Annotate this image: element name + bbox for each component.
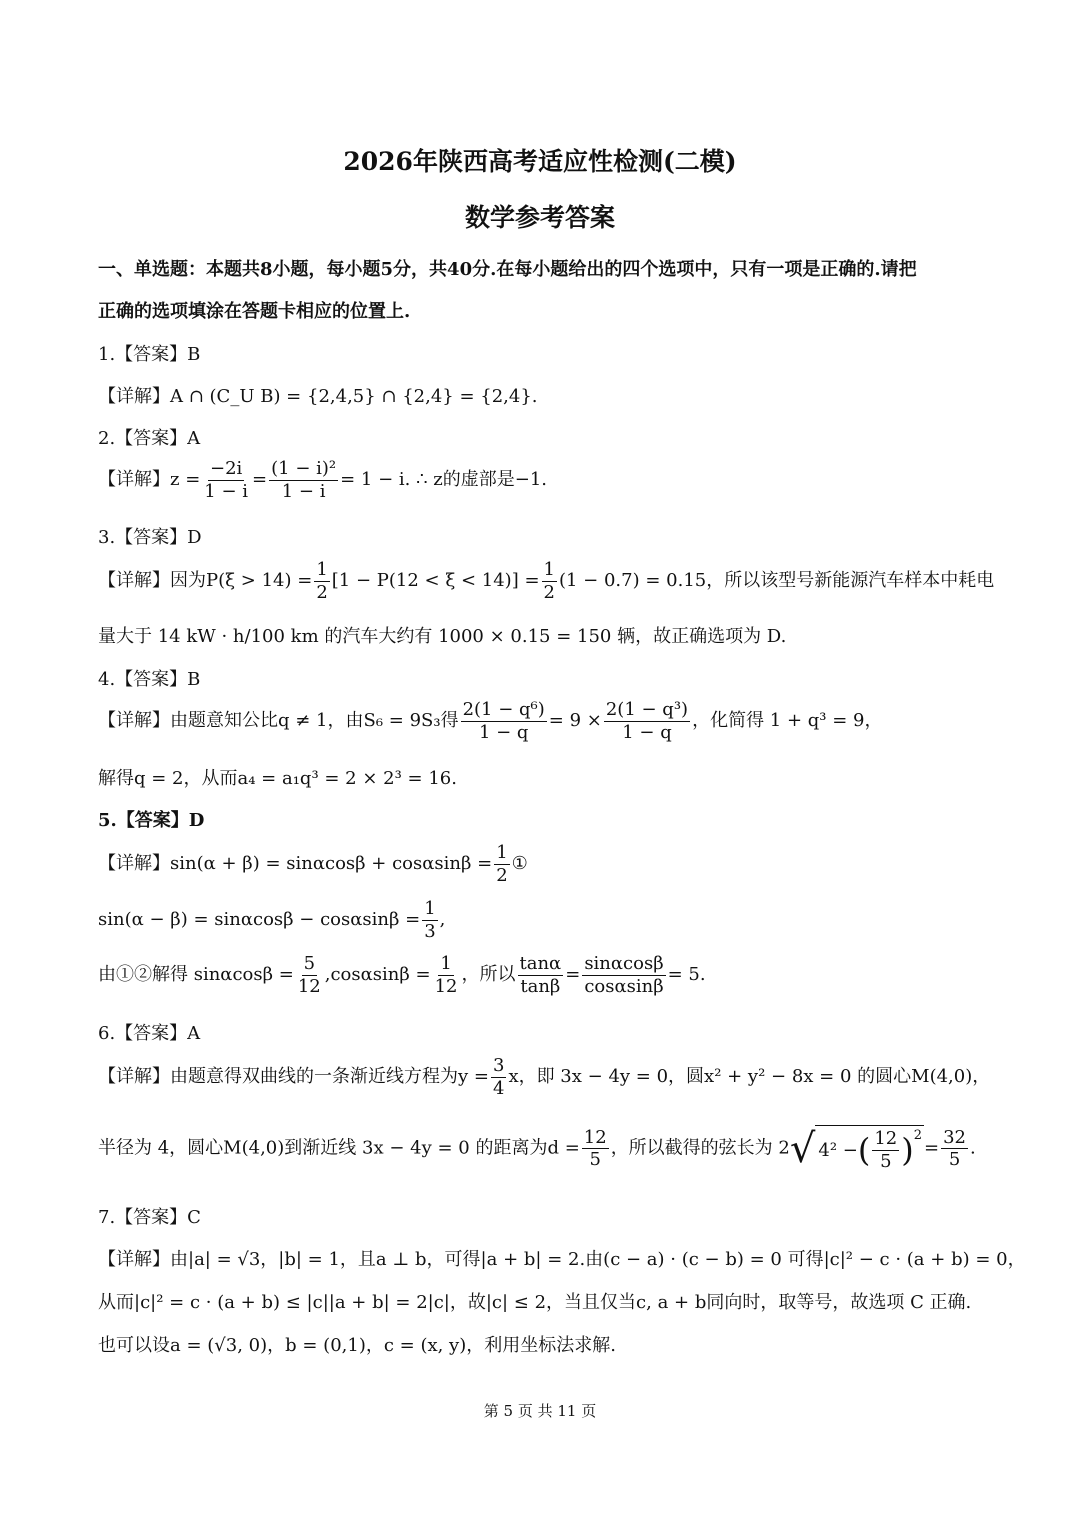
q6-answer: 6.【答案】A (98, 1023, 201, 1044)
q5-fraction-4 (433, 953, 460, 997)
q5-f1-den: 2 (496, 864, 508, 886)
q5-fraction-2 (422, 898, 437, 942)
detail-label: 【详解】 (98, 710, 170, 732)
q3-detail-cont: 量大于 14 kW · h/100 km 的汽车大约有 1000 × 0.15 = 150 辆，故正确选项为 D. (98, 626, 787, 647)
q5-l3-b: ,cosαsinβ = (324, 964, 431, 986)
q5-line2 (98, 898, 445, 942)
q6-f3-den: 5 (948, 1149, 961, 1171)
q3-half-2 (542, 559, 557, 603)
q4-answer: 4.【答案】B (98, 669, 201, 690)
q6-line2 (98, 1125, 976, 1172)
q2-detail (98, 458, 547, 502)
q6-l2-c: = (924, 1137, 940, 1159)
q5-line3 (98, 953, 706, 997)
q4-f2-num: 2(1 − q³) (605, 699, 689, 720)
q4-f2-den: 1 − q (622, 721, 672, 743)
q6-l2-a: 半径为 4，圆心M(4,0)到渐近线 3x − 4y = 0 的距离为d = (98, 1137, 580, 1159)
detail-label: 【详解】 (98, 386, 170, 407)
q6-l2-d: . (970, 1137, 976, 1159)
section-header: 一、单选题：本题共8小题，每小题5分，共40分.在每小题给出的四个选项中，只有一项是正确的.请把 (98, 259, 917, 280)
page-subtitle: 数学参考答案 (464, 203, 615, 232)
q2-answer: 2.【答案】A (98, 428, 201, 449)
q4-f1-den: 1 − q (478, 721, 529, 743)
q6-a: 由题意得双曲线的一条渐近线方程为y = (170, 1066, 489, 1088)
page-title: 2026年陕西高考适应性检测(二模) (343, 147, 737, 176)
page-footer: 第 5 页 共 11 页 (483, 1402, 597, 1420)
q5-f5-num: tanα (519, 953, 562, 974)
q7-line3: 也可以设a = (√3, 0)，b = (0,1)，c = (x, y)，利用坐标法求解. (98, 1335, 616, 1356)
q5-l3-e: = 5. (667, 964, 706, 986)
q5-detail (98, 842, 528, 886)
q3-half-den: 2 (316, 581, 328, 603)
q4-b: = 9 × (548, 710, 602, 732)
q6-rad-open: ( (857, 1131, 871, 1170)
q2-lead: z = (170, 469, 201, 491)
q5-f3-den: 12 (297, 975, 321, 997)
q5-f1-num: 1 (496, 842, 508, 863)
q5-l3-c: ，所以 (461, 964, 516, 986)
q6-rad-close: ) (901, 1131, 914, 1170)
detail-label: 【详解】 (98, 1066, 170, 1088)
q5-l2-b: , (439, 909, 446, 931)
q6-f2-den: 5 (589, 1149, 601, 1171)
q3-half-den: 2 (543, 581, 555, 603)
q4-detail-cont: 解得q = 2，从而a₄ = a₁q³ = 2 × 2³ = 16. (98, 768, 457, 789)
q4-detail (98, 699, 883, 743)
q6-fraction-2 (582, 1127, 609, 1171)
q6-sqrt (790, 1125, 924, 1172)
q4-fraction-1 (461, 699, 547, 743)
q6-f1-den: 4 (492, 1077, 505, 1099)
q5-l3-d: = (565, 964, 581, 986)
section-header-cont: 正确的选项填涂在答题卡相应的位置上. (98, 301, 411, 322)
q2-f2-den: 1 − i (281, 480, 326, 502)
q5-l3-a: 由①②解得 sinαcosβ = (98, 964, 294, 986)
q4-a: 由题意知公比q ≠ 1，由S₆ = 9S₃得 (170, 710, 459, 732)
q2-f2-num: (1 − i)² (271, 458, 337, 479)
q6-rf-den: 5 (880, 1150, 892, 1172)
q4-c: ，化简得 1 + q³ = 9， (692, 710, 883, 732)
q7-answer: 7.【答案】C (98, 1207, 201, 1228)
q5-f4-num: 1 (440, 953, 452, 974)
q5-b: ① (511, 853, 528, 875)
q5-fraction-3 (296, 953, 323, 997)
q6-fraction-3 (941, 1127, 968, 1171)
q3-c: (1 − 0.7) = 0.15，所以该型号新能源汽车样本中耗电 (558, 570, 995, 592)
q6-f1-num: 3 (492, 1055, 505, 1076)
q2-tail: = 1 − i. ∴ z的虚部是−1. (340, 469, 548, 491)
q3-a: 因为P(ξ > 14) = (170, 570, 313, 592)
q6-rad-a: 4² − (818, 1139, 858, 1161)
q7-line2: 从而|c|² = c · (a + b) ≤ |c||a + b| = 2|c|，故|c| ≤ 2，当且仅当c, a + b同向时，取等号，故选项 C 正确. (98, 1292, 972, 1313)
q5-f6-num: sinαcosβ (584, 953, 664, 974)
q5-f5-den: tanβ (520, 975, 561, 997)
q6-rad-fraction (872, 1128, 899, 1172)
q5-f2-den: 3 (424, 920, 436, 942)
q5-l2-a: sin(α − β) = sinαcosβ − cosαsinβ = (98, 909, 421, 931)
q6-b: x，即 3x − 4y = 0，圆x² + y² − 8x = 0 的圆心M(4,0)， (508, 1066, 991, 1088)
q5-answer: 5.【答案】D (98, 810, 205, 831)
q6-fraction-1 (491, 1055, 506, 1099)
q5-f4-den: 12 (434, 975, 458, 997)
q6-detail (98, 1055, 990, 1099)
q3-detail (98, 559, 994, 603)
q2-mid: = (252, 469, 268, 491)
detail-label: 【详解】 (98, 1249, 170, 1270)
q5-fraction-6 (582, 953, 665, 997)
q6-f2-num: 12 (583, 1126, 607, 1148)
q5-fraction-1 (494, 842, 509, 886)
q4-f1-num: 2(1 − q⁶) (462, 699, 545, 720)
q2-f1-den: 1 − i (204, 480, 249, 502)
q2-fraction-1 (202, 458, 250, 502)
q1-answer: 1.【答案】B (98, 344, 201, 365)
q7-line1: 由|a| = √3，|b| = 1，且a ⊥ b，可得|a + b| = 2.由(c − a) · (c − b) = 0 可得|c|² − c · (a + b) = 0， (170, 1249, 1026, 1270)
q2-f1-num: −2i (210, 458, 243, 479)
q6-rad-exp: 2 (913, 1128, 923, 1143)
q1-detail (98, 382, 538, 408)
detail-label: 【详解】 (98, 570, 170, 592)
detail-label: 【详解】 (98, 853, 170, 875)
q3-half-num: 1 (316, 559, 328, 580)
q6-f3-num: 32 (943, 1126, 967, 1148)
q5-fraction-5 (518, 953, 564, 997)
q3-half-num: 1 (543, 559, 555, 580)
q1-detail-text: A ∩ (C_U B) = {2,4,5} ∩ {2,4} = {2,4}. (170, 386, 538, 407)
q6-l2-b: ，所以截得的弦长为 2 (610, 1137, 790, 1159)
q3-half-1 (314, 559, 329, 603)
q6-rf-num: 12 (874, 1128, 898, 1149)
detail-label: 【详解】 (98, 469, 170, 491)
radical-sign: √ (789, 1125, 816, 1172)
q5-a: sin(α + β) = sinαcosβ + cosαsinβ = (170, 853, 493, 875)
q5-f2-num: 1 (424, 898, 436, 919)
q5-f3-num: 5 (303, 953, 316, 974)
q4-fraction-2 (604, 699, 690, 743)
q7-detail (98, 1245, 1026, 1271)
q5-f6-den: cosαsinβ (584, 975, 664, 997)
q3-answer: 3.【答案】D (98, 527, 202, 548)
q2-fraction-2 (269, 458, 338, 502)
q6-radicand (815, 1125, 924, 1172)
q3-b: [1 − P(12 < ξ < 14)] = (331, 570, 540, 592)
